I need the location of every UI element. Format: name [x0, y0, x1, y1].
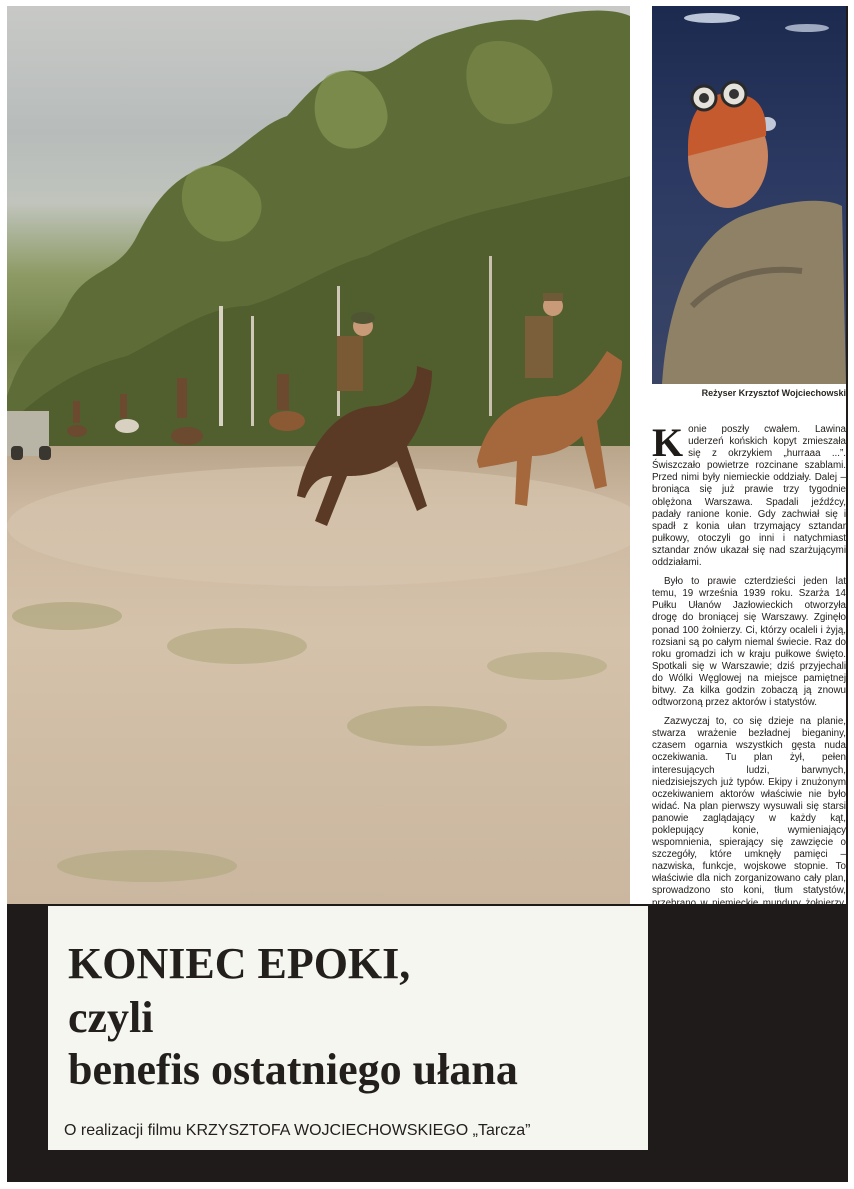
article-paragraph: Było to prawie czterdzieści jeden lat temu, 19 września 1939 roku. Szarża 14 Pułku Ułanów Jazłowieckich otworzyła drogę do broniącej się Warszawy. Zginęło ponad 100 żołnierzy. Ci, którzy ocaleli i żyją, rozsiani są po całym niemal świecie. Raz do roku gromadzi ich w kraju pułkowe święto. Spotkali się w Warszawie; dziś przyjechali do Wólki Węglowej na miejsce pamiętnej bitwy. Za kilka godzin zobaczą ją znowu odtworzoną przez aktorów i statystów.	[652, 576, 846, 709]
article-paragraph	[652, 424, 846, 569]
headline-line-2: czyli	[68, 993, 154, 1042]
cavalry-charge-photo	[7, 6, 630, 904]
title-box	[48, 906, 648, 1150]
director-portrait-illustration	[652, 6, 846, 384]
drop-cap: K	[652, 424, 684, 465]
article-paragraph-text: onie poszły cwałem. Lawina uderzeń końskich kopyt zmieszała się z okrzykiem „hurraaa ...”. Świszczało powietrze rozcinane szablami. Przed nimi były niemieckie oddziały. Dalej – broniąca się już prawie trzy tygodnie oblężona Warszawa. Spadali jeźdźcy, padały ranione konie. Gdy zachwiał się i spadł z konia ułan trzymający sztandar pułkowy, otoczyli go inni i natychmiast sztandar znów ukazał się nad szarżującymi oddziałami.	[652, 424, 846, 569]
article-paragraph: Zazwyczaj to, co się dzieje na planie, stwarza wrażenie bezładnej bieganiny, czasem ogarnia wszystkich gęsta nuda oczekiwania. Tu plan żył, pełen interesujących ludzi, barwnych, niedzisiejszych już typów. Ekipy i znużonym oczekiwaniem aktorów właściwie nie było widać. Na plan pierwszy wysuwali się starsi panowie zaglądający w każdy kąt, poklepujący konie, wymieniający wspomnienia, spierający się zawzięcie o szczegóły, które umknęły pamięci – nazwiska, funkcje, wojskowe stopnie. To właściwie dla nich zorganizowano cały plan, sprowadzono sto koni, tłum statystów,	[652, 716, 846, 897]
director-portrait-photo	[652, 6, 846, 384]
subtitle: O realizacji filmu KRZYSZTOFA WOJCIECHOWSKIEGO „Tarcza”	[64, 1122, 531, 1139]
cavalry-scene-illustration	[7, 6, 630, 904]
photo-caption: Reżyser Krzysztof Wojciechowski	[701, 388, 846, 398]
page-edge-bar	[846, 6, 848, 1182]
headline-line-3: benefis ostatniego ułana	[68, 1045, 518, 1094]
headline-line-1: KONIEC EPOKI,	[68, 939, 411, 988]
